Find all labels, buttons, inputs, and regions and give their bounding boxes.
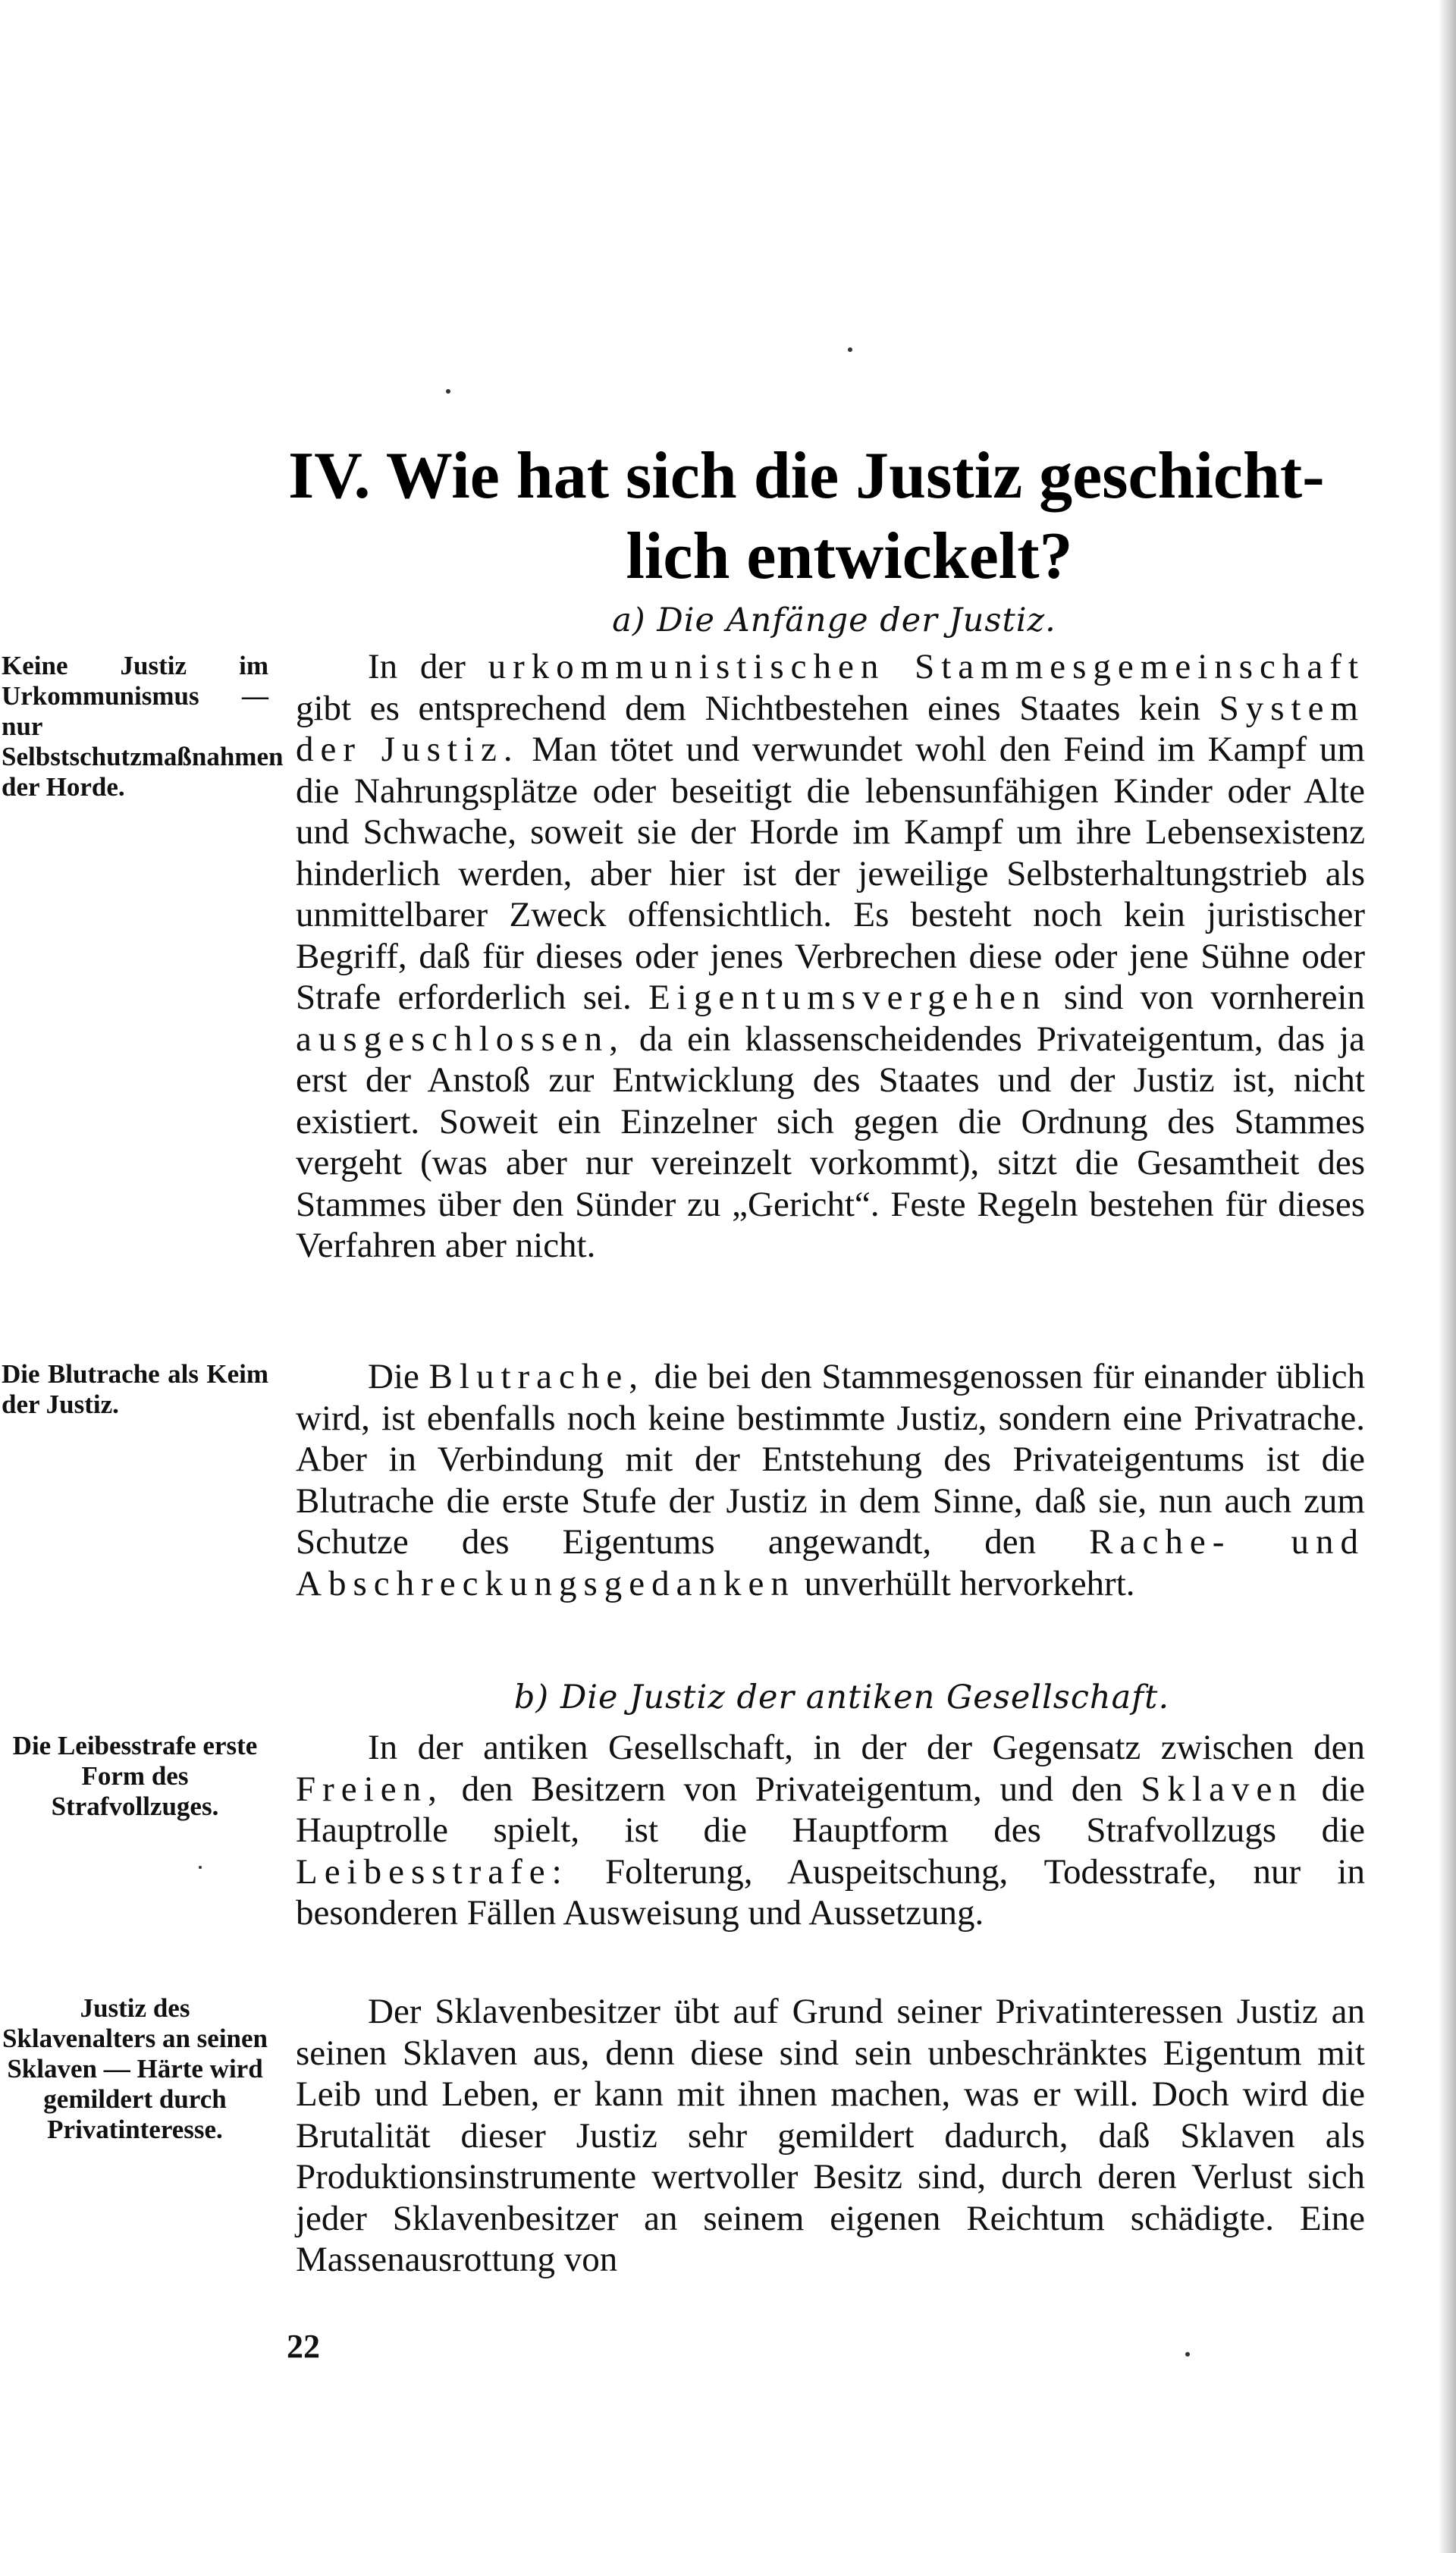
paragraph-early-justice	[296, 646, 1365, 1267]
print-speck	[848, 347, 852, 352]
text-run: gibt es entsprechend dem Nichtbestehen eines Staates kein	[296, 688, 1219, 728]
print-speck	[199, 1866, 202, 1869]
print-speck	[1185, 2352, 1190, 2357]
emphasis-run: Leibesstrafe:	[296, 1851, 569, 1892]
emphasis-run: System der Justiz.	[296, 688, 1365, 769]
emphasis-run: Freien,	[296, 1769, 444, 1809]
emphasis-run: Blutrache,	[428, 1357, 645, 1396]
margin-note-corporal-punishment: Die Leibesstrafe erste Form des Strafvollzuges.	[12, 1731, 258, 1821]
chapter-title	[288, 436, 1380, 597]
page-number: 22	[287, 2328, 320, 2365]
text-run: unverhüllt hervorkehrt.	[795, 1563, 1135, 1603]
text-run: die bei den Stammesgenossen für einander üblich wird, ist ebenfalls noch keine bestimmte Justiz, sondern eine Privatrache. Aber in Verbindung mit der Entstehung des Privateigentums ist die Blutrache die erste Stufe der Justiz in dem Sinne, daß sie, nun auch zum Schutze des Eigentums angewandt, den	[296, 1357, 1365, 1562]
emphasis-run: Rache- und Abschreckungsgedanken	[296, 1522, 1365, 1603]
margin-note-no-justice: Keine Justiz im Urkommunismus — nur Selbstschutzmaßnahmen der Horde.	[2, 651, 284, 802]
text-run: sind von vornherein	[1046, 978, 1365, 1017]
print-speck	[446, 389, 450, 394]
text-run: Man tötet und verwundet wohl den Feind im Kampf um die Nahrungsplätze oder beseitigt die lebensunfähigen Kinder oder Alte und Schwache, soweit sie der Horde im Kampf um ihre Lebensexistenz hinderlich werden, aber hier ist der jeweilige Selbsterhaltungstrieb als unmittelbarer Zweck offensichtlich. Es besteht noch kein juristischer Begriff, daß für dieses oder jenes Verbrechen diese oder jene Sühne oder Strafe erforderlich sei.	[296, 730, 1365, 1017]
margin-note-blood-revenge: Die Blutrache als Keim der Justiz.	[2, 1359, 268, 1419]
text-run: Der Sklavenbesitzer übt auf Grund seiner Privatinteressen Justiz an seinen Sklaven aus, denn diese sind sein unbeschränktes Eigentum mit Leib und Leben, er kann mit ihnen machen, was er will. Doch wird die Brutalität dieser Justiz sehr gemildert dadurch, daß Sklaven als Produktionsinstrumente wertvoller Besitz sind, durch deren Verlust sich jeder Sklavenbesitzer an seinem eigenen Reichtum schädigte. Eine Massenausrottung von	[296, 1992, 1365, 2279]
paragraph-antique-society	[296, 1727, 1365, 1934]
text-run: In der	[368, 647, 488, 686]
text-run: Folterung, Auspeitschung, Todesstrafe, nur in besonderen Fällen Ausweisung und Aussetzung.	[296, 1851, 1365, 1933]
paragraph-blood-revenge	[296, 1356, 1365, 1604]
chapter-title-line-1: IV. Wie hat sich die Justiz geschicht-	[288, 439, 1325, 513]
emphasis-run: Sklaven	[1141, 1769, 1304, 1809]
text-run: die Hauptrolle spielt, ist die Hauptform des Strafvollzugs die	[296, 1769, 1366, 1850]
emphasis-run: urkommunistischen Stammesgemeinschaft	[488, 647, 1365, 686]
section-a-heading: a) Die Anfänge der Justiz.	[612, 601, 1056, 639]
page-edge-shadow	[1438, 0, 1456, 2553]
section-b-heading: b) Die Justiz der antiken Gesellschaft.	[513, 1678, 1170, 1716]
chapter-title-line-2: lich entwickelt?	[626, 520, 1073, 593]
text-run: da ein klassenscheidendes Privateigentum, das ja erst der Anstoß zur Entwicklung des Staates und der Justiz ist, nicht existiert. Soweit ein Einzelner sich gegen die Ordnung des Stammes vergeht (was aber nur vereinzelt vorkommt), sitzt die Gesamtheit des Stammes über den Sünder zu „Gericht“. Feste Regeln bestehen für dieses Verfahren aber nicht.	[296, 1019, 1365, 1265]
text-run: den Besitzern von Privateigentum, und den	[443, 1769, 1141, 1809]
emphasis-run: Eigentumsvergehen	[648, 978, 1047, 1017]
text-run: Die	[368, 1357, 429, 1396]
emphasis-run: ausgeschlossen,	[296, 1019, 625, 1059]
paragraph-slave-owners	[296, 1991, 1365, 2281]
margin-note-slave-justice: Justiz des Sklavenalters an seinen Sklaven — Härte wird gemildert durch Privatinteresse.	[2, 1993, 268, 2144]
text-run: In der antiken Gesellschaft, in der der Gegensatz zwischen den	[368, 1728, 1365, 1767]
